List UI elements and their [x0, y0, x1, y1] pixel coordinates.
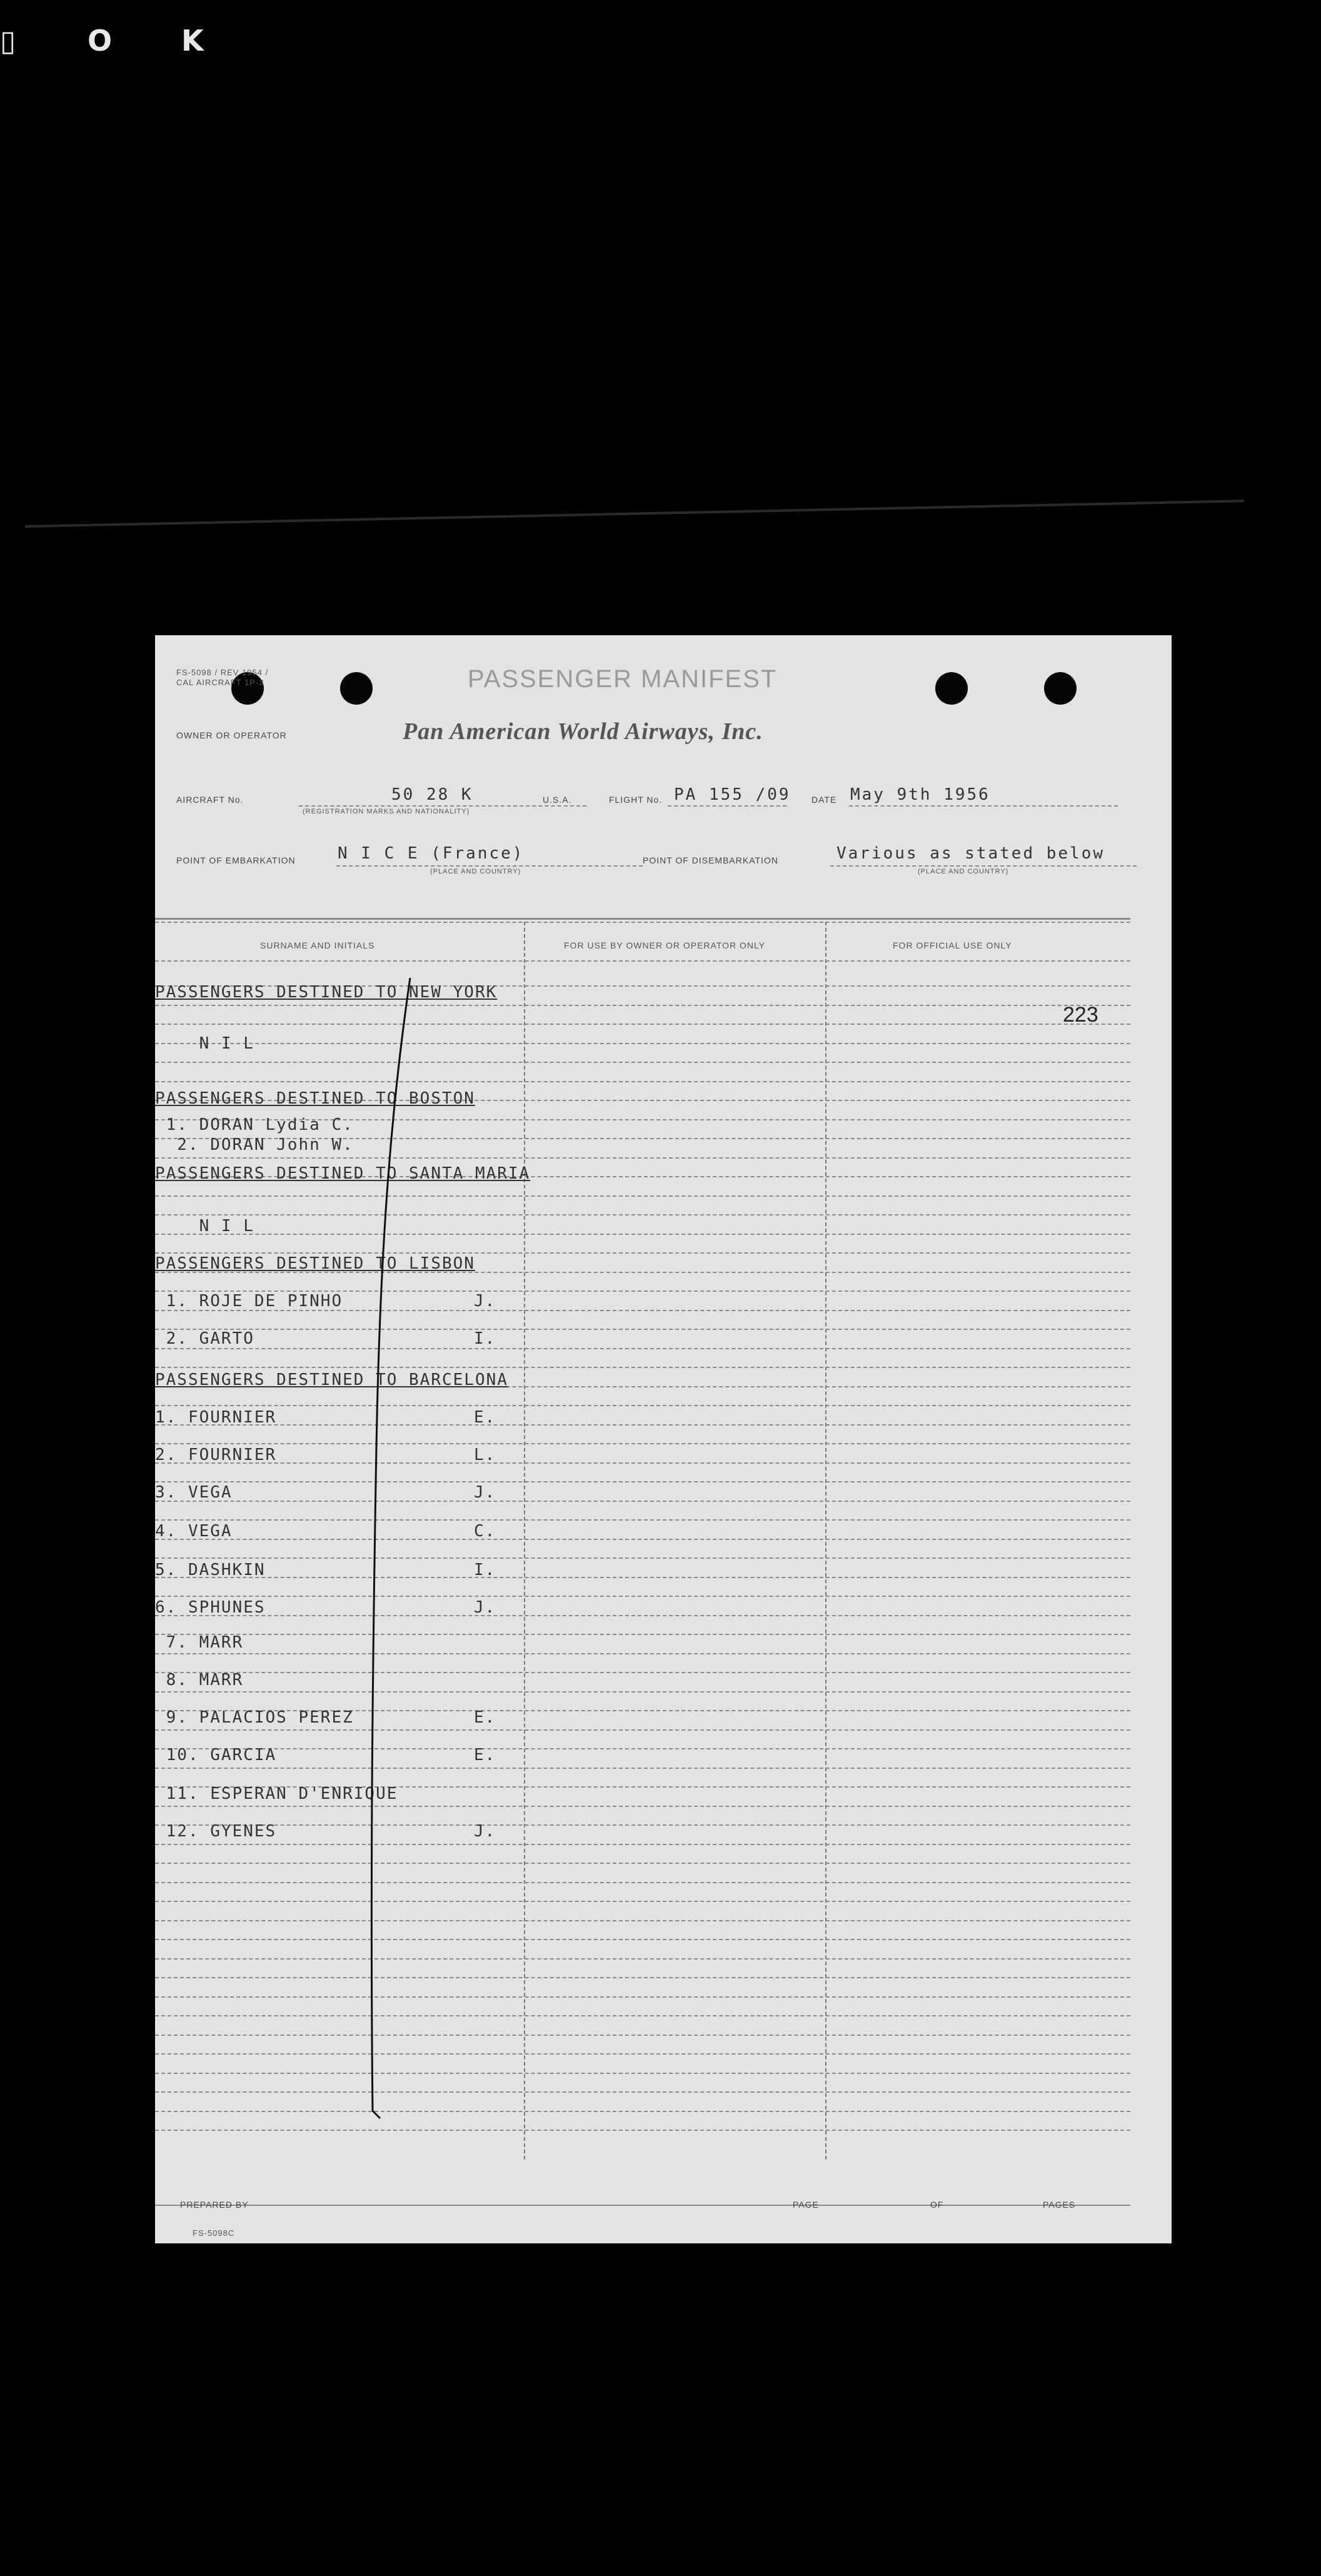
passenger-entry: 2. FOURNIER	[155, 1446, 277, 1464]
aircraft-value: 50 28 K	[391, 785, 473, 804]
film-mark-k: K	[181, 24, 204, 58]
table-rule	[155, 1081, 1130, 1082]
table-rule	[155, 1157, 1130, 1159]
destination-heading: PASSENGERS DESTINED TO BOSTON	[155, 1089, 475, 1108]
table-rule	[155, 1024, 1130, 1025]
disembarkation-label: POINT OF DISEMBARKATION	[643, 855, 778, 865]
table-rule	[155, 1882, 1130, 1883]
nationality-value: U.S.A.	[543, 795, 572, 805]
scan-edge-line	[25, 500, 1244, 528]
table-rule	[155, 1958, 1130, 1960]
table-rule	[155, 1329, 1130, 1330]
page-label: PAGE	[793, 2200, 819, 2210]
passenger-entry: 9. PALACIOS PEREZ	[155, 1708, 354, 1727]
passenger-initial: E.	[474, 1746, 496, 1764]
table-rule	[155, 2073, 1130, 2074]
passenger-entry: 2. GARTO	[155, 1329, 254, 1348]
table-rule	[155, 1615, 1130, 1616]
table-rule	[155, 2053, 1130, 2055]
passenger-entry: 1. FOURNIER	[155, 1408, 277, 1427]
passenger-entry: 6. SPHUNES	[155, 1598, 266, 1617]
passenger-initial: I.	[474, 1329, 496, 1348]
handwritten-bracket	[368, 973, 418, 2130]
date-value: May 9th 1956	[850, 785, 990, 804]
passenger-initial: E.	[474, 1708, 496, 1727]
col-header-surname: SURNAME AND INITIALS	[260, 940, 375, 950]
table-rule	[155, 2130, 1130, 2131]
date-label: DATE	[811, 795, 837, 805]
destination-heading: PASSENGERS DESTINED TO BARCELONA	[155, 1371, 508, 1389]
form-code: FS-5098 / REV 1954 / CAL AIRCRAFT 1P-3	[176, 668, 269, 687]
table-rule	[155, 1519, 1130, 1521]
passenger-entry: 11. ESPERAN D'ENRIQUE	[155, 1784, 398, 1803]
table-rule	[155, 1443, 1130, 1444]
passenger-entry: N I L	[155, 1217, 254, 1235]
table-rule	[155, 1920, 1130, 1921]
table-rule	[155, 1062, 1130, 1063]
table-rule	[155, 1824, 1130, 1826]
punch-hole	[1044, 672, 1077, 705]
film-mark-o: O	[88, 24, 113, 58]
passenger-entry: 1. ROJE DE PINHO	[155, 1292, 343, 1311]
table-rule	[155, 1577, 1130, 1578]
punch-hole	[935, 672, 968, 705]
passenger-entry: N I L	[155, 1034, 254, 1053]
table-rule	[155, 1557, 1130, 1559]
passenger-entry: 2. DORAN John W.	[155, 1135, 354, 1154]
embarkation-value: N I C E (France)	[338, 844, 525, 863]
flight-label: FLIGHT No.	[609, 795, 663, 805]
table-rule	[155, 1501, 1130, 1502]
table-rule	[155, 2035, 1130, 2036]
col-header-official: FOR OFFICIAL USE ONLY	[893, 940, 1012, 950]
table-rule	[155, 1252, 1130, 1254]
punch-hole	[340, 672, 373, 705]
table-rule	[155, 1234, 1130, 1235]
passenger-entry: 1. DORAN Lydia C.	[155, 1115, 354, 1134]
table-rule	[155, 1748, 1130, 1749]
passenger-initial: J.	[474, 1598, 496, 1617]
table-rule	[155, 1768, 1130, 1769]
passenger-initial: E.	[474, 1408, 496, 1427]
table-rule	[155, 1424, 1130, 1426]
pages-label: PAGES	[1043, 2200, 1076, 2210]
table-rule	[155, 1405, 1130, 1406]
film-mark-left: ▯	[0, 24, 16, 58]
table-rule	[155, 1996, 1130, 1998]
aircraft-label: AIRCRAFT No.	[176, 795, 244, 805]
table-rule	[155, 2111, 1130, 2112]
table-rule	[155, 1043, 1130, 1044]
table-rule	[155, 1691, 1130, 1693]
manifest-page	[155, 635, 1172, 2243]
of-label: OF	[930, 2200, 944, 2210]
passenger-entry: 10. GARCIA	[155, 1746, 277, 1764]
table-rule	[155, 1539, 1130, 1540]
table-rule	[155, 1596, 1130, 1597]
passenger-entry: 3. VEGA	[155, 1483, 233, 1502]
table-rule	[155, 1367, 1130, 1368]
passenger-initial: J.	[474, 1822, 496, 1841]
official-number: 223	[1063, 1003, 1098, 1027]
passenger-entry: 5. DASHKIN	[155, 1561, 266, 1579]
table-rule	[155, 2015, 1130, 2016]
table-rule	[155, 1844, 1130, 1845]
table-rule	[155, 1901, 1130, 1902]
disembarkation-sub: (PLACE AND COUNTRY)	[918, 868, 1009, 875]
passenger-initial: I.	[474, 1561, 496, 1579]
col-header-owner: FOR USE BY OWNER OR OPERATOR ONLY	[564, 940, 766, 950]
footer-code: FS-5098C	[193, 2228, 235, 2238]
table-rule	[155, 1806, 1130, 1807]
destination-heading: PASSENGERS DESTINED TO SANTA MARIA	[155, 1164, 531, 1183]
table-rule	[155, 1729, 1130, 1731]
table-rule	[155, 1863, 1130, 1864]
table-rule	[155, 1481, 1130, 1482]
passenger-initial: L.	[474, 1446, 496, 1464]
destination-heading: PASSENGERS DESTINED TO NEW YORK	[155, 983, 498, 1002]
disembarkation-value: Various as stated below	[836, 844, 1105, 863]
passenger-entry: 12. GYENES	[155, 1822, 277, 1841]
table-rule	[155, 2091, 1130, 2093]
prepared-by-label: PREPARED BY	[180, 2200, 249, 2210]
owner-value: Pan American World Airways, Inc.	[403, 718, 763, 745]
table-rule	[155, 1634, 1130, 1635]
passenger-entry: 8. MARR	[155, 1671, 244, 1689]
table-rule	[155, 1672, 1130, 1673]
passenger-initial: J.	[474, 1483, 496, 1502]
embarkation-label: POINT OF EMBARKATION	[176, 855, 296, 865]
table-rule	[155, 1005, 1130, 1006]
passenger-entry: 4. VEGA	[155, 1522, 233, 1541]
table-rule	[155, 1939, 1130, 1940]
table-rule	[155, 1348, 1130, 1349]
flight-value: PA 155 /09	[674, 785, 791, 804]
passenger-entry: 7. MARR	[155, 1633, 244, 1652]
page-title: PASSENGER MANIFEST	[468, 665, 778, 693]
table-rule	[155, 1462, 1130, 1464]
embarkation-sub: (PLACE AND COUNTRY)	[430, 868, 521, 875]
passenger-initial: J.	[474, 1292, 496, 1311]
owner-label: OWNER OR OPERATOR	[176, 730, 287, 740]
table-rule	[155, 1214, 1130, 1215]
table-rule	[155, 1653, 1130, 1654]
passenger-initial: C.	[474, 1522, 496, 1541]
table-rule	[155, 1977, 1130, 1978]
aircraft-sub: (REGISTRATION MARKS AND NATIONALITY)	[303, 808, 470, 815]
table-rule	[155, 1195, 1130, 1197]
destination-heading: PASSENGERS DESTINED TO LISBON	[155, 1254, 475, 1273]
